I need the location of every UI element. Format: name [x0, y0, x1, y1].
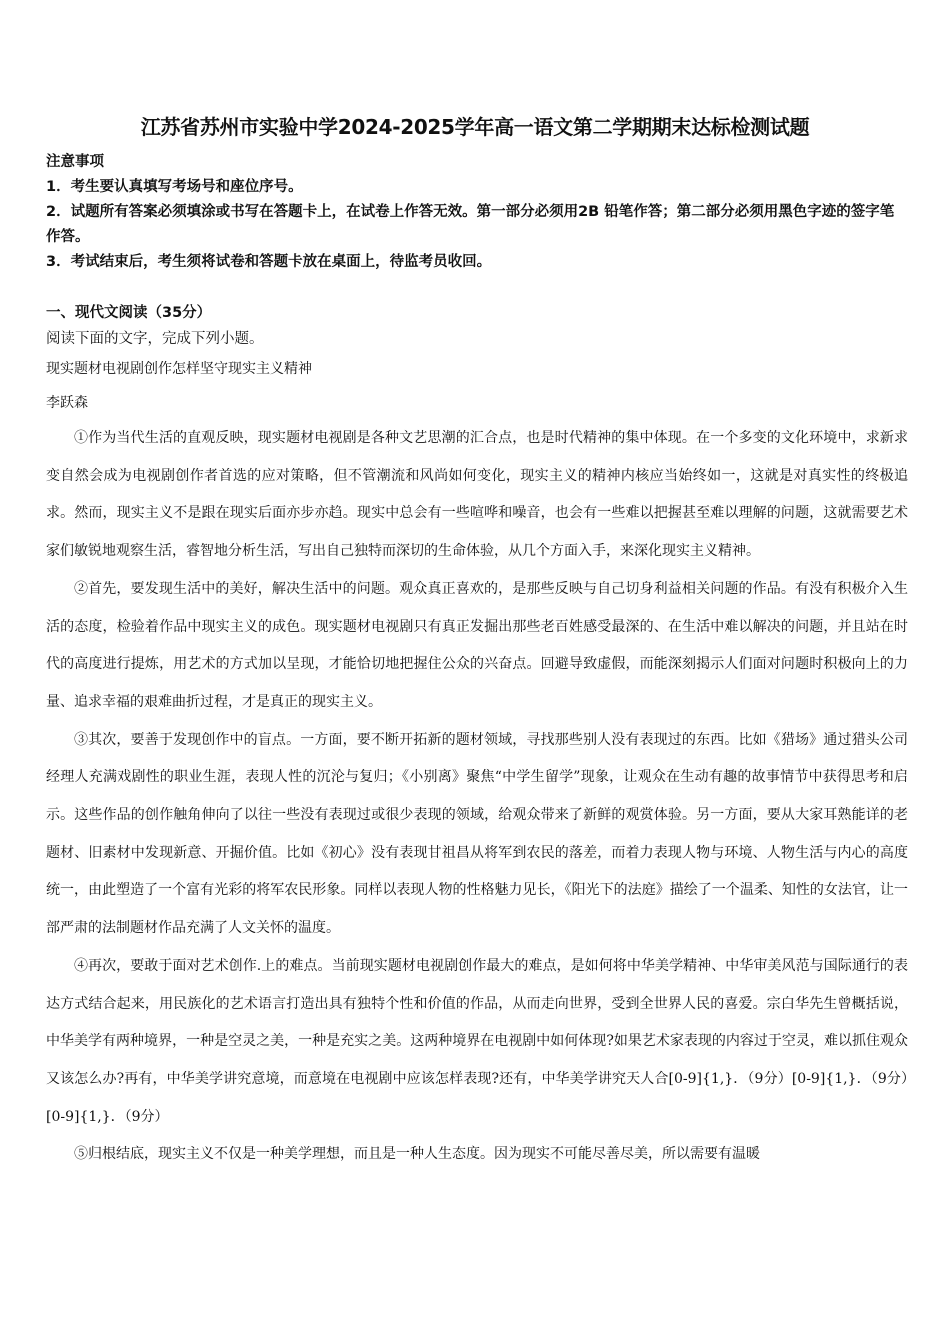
section-heading: 一、现代文阅读（35分）	[46, 305, 212, 321]
note-item: 2．试题所有答案必须填涂或书写在答题卡上，在试卷上作答无效。第一部分必须用2B 铅笔作答；第二部分必须用黑色字迹的签字笔作答。	[46, 204, 895, 245]
note-item: 3．考试结束后，考生须将试卷和答题卡放在桌面上，待监考员收回。	[46, 254, 492, 270]
page-title: 江苏省苏州市实验中学2024-2025学年高一语文第二学期期末达标检测试题	[140, 115, 810, 139]
paragraph: ③其次，要善于发现创作中的盲点。一方面，要不断开拓新的题材领域，寻找那些别人没有表现过的东西。比如《猎场》通过猎头公司经理人充满戏剧性的职业生涯，表现人性的沉沦与复归；《小别离》聚焦“中学生留学”现象，让观众在生动有趣的故事情节中获得思考和启示。这些作品的创作触角伸向了以往一些没有表现过或很少表现的领域，给观众带来了新鲜的观赏体验。另一方面，要从大家耳熟能详的老题材、旧素材中发现新意、开掘价值。比如《初心》没有表现甘祖昌从将军到农民的落差，而着力表现人物与环境、人物生活与内心的高度统一，由此塑造了一个富有光彩的将军农民形象。同样以表现人物的性格魅力见长，《阳光下的法庭》描绘了一个温柔、知性的女法官，让一部严肃的法制题材作品充满了人文关怀的温度。	[46, 731, 908, 937]
note-item: 1．考生要认真填写考场号和座位序号。	[46, 179, 303, 195]
article-title: 现实题材电视剧创作怎样坚守现实主义精神	[46, 361, 312, 377]
paragraph: ④再次，要敢于面对艺术创作.上的难点。当前现实题材电视剧创作最大的难点，是如何将中华美学精神、中华审美风范与国际通行的表达方式结合起来，用民族化的艺术语言打造出具有独特个性和价值的作品，从而走向世界，受到全世界人民的喜爱。宗白华先生曾概括说，中华美学有两种境界，一种是空灵之美，一种是充实之美。这两种境界在电视剧中如何体现?如果艺术家表现的内容过于空灵，难以抓住观众又该怎么办?再有，中华美学讲究意境，而意境在电视剧中应该怎样表现?还有，中华美学讲究天人合[0-9]{1,}．（9分）[0-9]{1,}．（9分）[0-9]{1,}．（9分）	[46, 957, 908, 1125]
paragraph: ②首先，要发现生活中的美好，解决生活中的问题。观众真正喜欢的，是那些反映与自己切身利益相关问题的作品。有没有积极介入生活的态度，检验着作品中现实主义的成色。现实题材电视剧只有真正发掘出那些老百姓感受最深的、在生活中难以解决的问题，并且站在时代的高度进行提炼，用艺术的方式加以呈现，才能恰切地把握住公众的兴奋点。回避导致虚假，而能深刻揭示人们面对问题时积极向上的力量、追求幸福的艰难曲折过程，才是真正的现实主义。	[46, 580, 908, 710]
paragraph: ①作为当代生活的直观反映，现实题材电视剧是各种文艺思潮的汇合点，也是时代精神的集中体现。在一个多变的文化环境中，求新求变自然会成为电视剧创作者首选的应对策略，但不管潮流和风尚如何变化，现实主义的精神内核应当始终如一，这就是对真实性的终极追求。然而，现实主义不是跟在现实后面亦步亦趋。现实中总会有一些喧哗和噪音，也会有一些难以把握甚至难以理解的问题，这就需要艺术家们敏锐地观察生活，睿智地分析生活，写出自己独特而深切的生命体验，从几个方面入手，来深化现实主义精神。	[46, 430, 908, 560]
notes-block	[46, 150, 908, 275]
reading-instruction: 阅读下面的文字，完成下列小题。	[46, 331, 264, 347]
notes-heading: 注意事项	[46, 154, 104, 170]
article-body	[46, 420, 908, 1174]
section-block	[46, 300, 908, 416]
article-author: 李跃森	[46, 395, 88, 411]
paragraph: ⑤归根结底，现实主义不仅是一种美学理想，而且是一种人生态度。因为现实不可能尽善尽美，所以需要有温暖	[74, 1146, 760, 1163]
